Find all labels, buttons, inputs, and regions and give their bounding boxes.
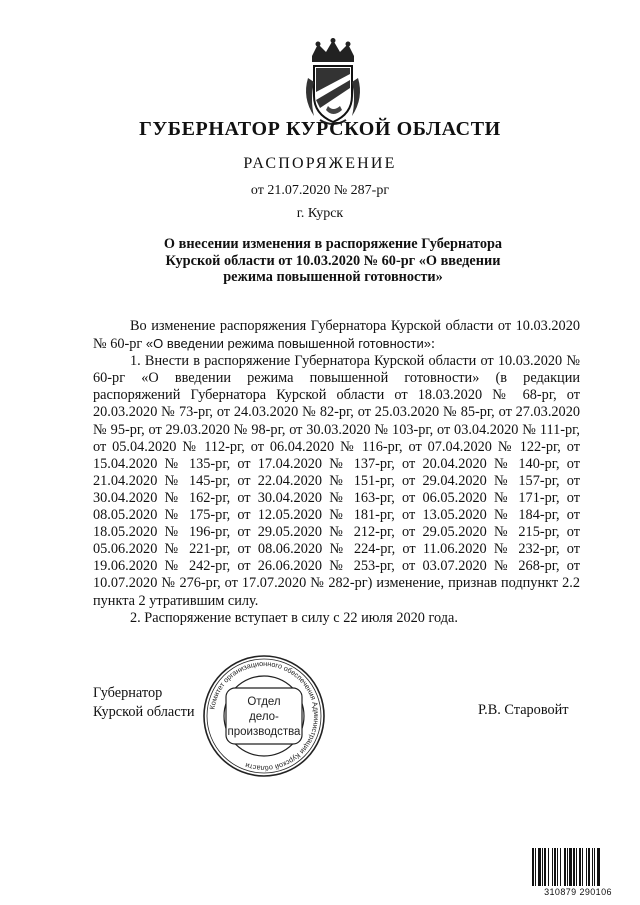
stamp-center-line: дело-: [249, 711, 279, 723]
item-2-paragraph: 2. Распоряжение вступает в силу с 22 июля 2020 года.: [130, 609, 458, 626]
authority-title: ГУБЕРНАТОР КУРСКОЙ ОБЛАСТИ: [139, 118, 501, 140]
barcode-bar: [535, 848, 536, 886]
barcode-bar: [560, 848, 561, 886]
signer-title-line: Курской области: [93, 704, 195, 720]
barcode-bar: [597, 848, 600, 886]
document-body: [93, 318, 580, 627]
subject-line: Курской области от 10.03.2020 № 60-рг «О введении: [165, 252, 501, 269]
barcode-bar: [544, 848, 546, 886]
stamp-center-line: производства: [227, 726, 301, 738]
stamp-center-line: Отдел: [247, 696, 281, 708]
intro-paragraph: [93, 318, 580, 353]
intro-colon: :: [430, 336, 435, 353]
barcode-bar: [582, 848, 583, 886]
barcode-bar: [557, 848, 558, 886]
document-date-number: от 21.07.2020 № 287-рг: [250, 183, 390, 198]
stamp-ring-text: Комитет организационного обеспечения Администрации Курской области: [207, 658, 322, 774]
barcode-bar: [573, 848, 575, 886]
intro-text: Во изменение распоряжения Губернатора Курской области от 10.03.2020 № 60-рг: [93, 318, 580, 353]
barcode-number: 310879 290106: [544, 887, 612, 897]
barcode-bar: [538, 848, 541, 886]
subject-line: О внесении изменения в распоряжение Губернатора: [163, 236, 503, 252]
kursk-coat-of-arms-icon: [300, 38, 366, 126]
document-type: РАСПОРЯЖЕНИЕ: [243, 155, 397, 172]
document-subject: [140, 236, 526, 286]
signer-title: [93, 684, 195, 722]
barcode-bar: [567, 848, 568, 886]
barcode-bar: [554, 848, 556, 886]
document-city: г. Курск: [296, 206, 344, 221]
barcode-bar: [576, 848, 577, 886]
barcode-bar: [594, 848, 595, 886]
barcode: [531, 848, 625, 886]
intro-title-quote: «О введении режима повышенной готовности»: [145, 336, 431, 352]
barcode-bar: [542, 848, 543, 886]
barcode-bar: [564, 848, 566, 886]
barcode-bar: [569, 848, 572, 886]
barcode-bar: [588, 848, 590, 886]
barcode-bar: [586, 848, 587, 886]
barcode-bar: [552, 848, 553, 886]
subject-line: режима повышенной готовности»: [223, 269, 443, 286]
barcode-bar: [548, 848, 549, 886]
signer-name: Р.В. Старовойт: [478, 702, 569, 718]
signer-title-line: Губернатор: [93, 685, 163, 701]
barcode-bar: [579, 848, 581, 886]
office-stamp: [200, 652, 328, 780]
barcode-bar: [532, 848, 534, 886]
item-1-paragraph: 1. Внести в распоряжение Губернатора Курской области от 10.03.2020 № 60-рг «О введении режима повышенной готовности» (в редакции распоряжений Губернатора Курской области от 18.03.2020 № 68-рг, от 20.03.2020 № 73-рг, от 24.03.2020 № 82-рг, от 25.03.2020 № 85-рг, от 27.03.2020 № 95-рг, от 29.03.2020 № 98-рг, от 30.03.2020 № 103-рг, от 03.04.2020 № 111-рг, от 05.04.2020 № 112-рг, от 06.04.2020 № 116-рг, от 07.04.2020 № 122-рг, от 15.04.2020 № 135-рг, от 17.04.2020 № 137-рг, от 20.04.2020 № 140-рг, от 21.04.2020 № 145-рг, от 22.04.2020 № 151-рг, от 29.04.2020 № 157-рг, от 30.04.2020 № 162-рг, от 30.04.2020 № 163-рг, от 06.05.2020 № 171-рг, от 08.05.2020 № 175-рг, от 12.05.2020 № 181-рг, от 13.05.2020 № 184-рг, от 18.05.2020 № 196-рг, от 29.05.2020 № 212-рг, от 29.05.2020 № 215-рг, от 05.06.2020 № 221-рг, от 08.06.2020 № 224-рг, от 11.06.2020 № 232-рг, от 19.06.2020 № 242-рг, от 26.06.2020 № 253-рг, от 03.07.2020 № 268-рг, от 10.07.2020 № 276-рг, от 17.07.2020 № 282-рг) изменение, признав подпункт 2.2 пункта 2 утратившим силу.: [93, 353, 580, 609]
barcode-bar: [592, 848, 593, 886]
